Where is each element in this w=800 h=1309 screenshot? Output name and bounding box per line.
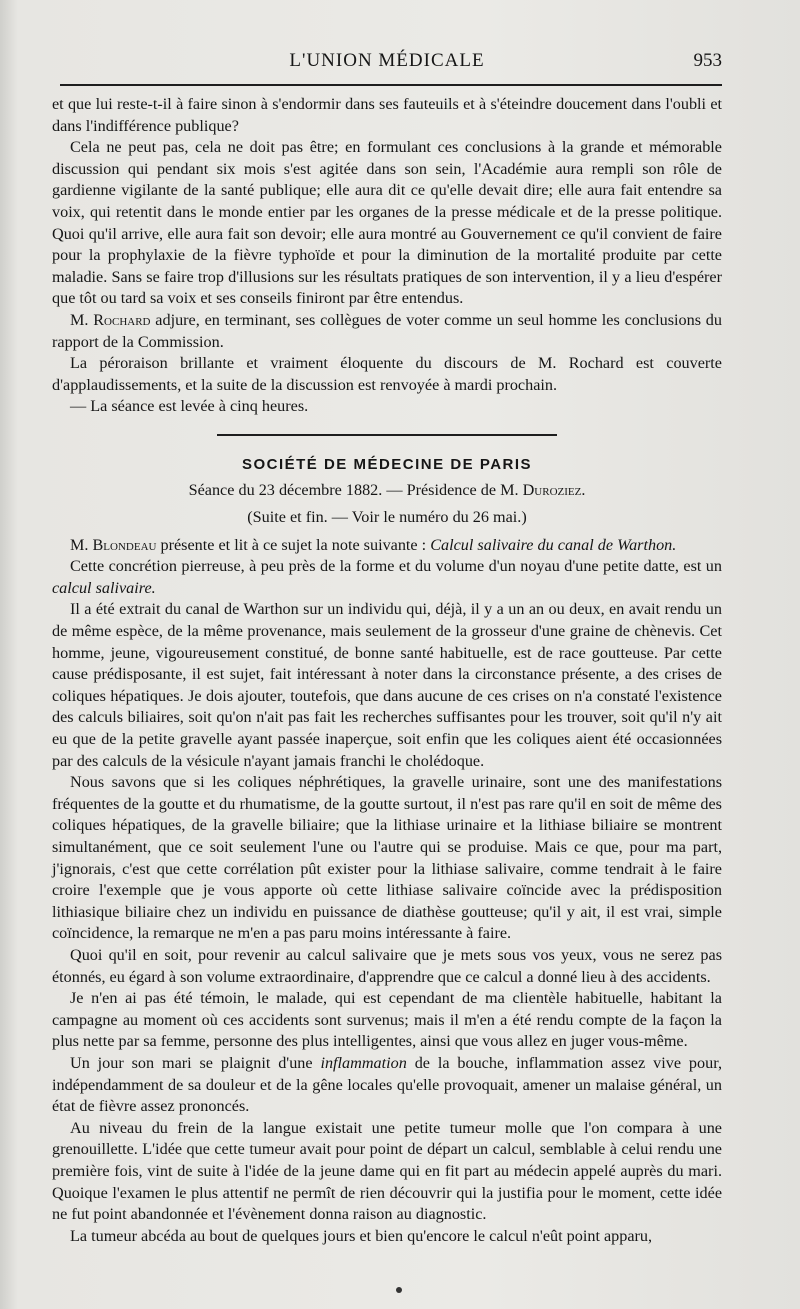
p12-a: Un jour son mari se plaignit d'une	[70, 1053, 321, 1072]
speaker-name: Rochard	[93, 310, 151, 329]
p3-lead: M.	[70, 310, 94, 329]
session-b: .	[581, 480, 586, 499]
paragraph-2: Cela ne peut pas, cela ne doit pas être; en formulant ces conclusions à la grande et mémorable discussion qui pendant six mois s'est agitée dans son sein, l'Académie aura rempli son rôle de gardienne vigilante de la santé publique; elle aura dit ce qu'elle devait dire; elle aura fait entendre sa voix, qui retentit dans le monde entier par les organes de la presse médicale et de la presse politique. Quoi qu'il arrive, elle aura fait son devoir; elle aura montré au Gouvernement ce qu'il convient de faire pour la prophylaxie de la fièvre typhoïde et pour la diminution de la mortalité produite par cette maladie. Sans se faire trop d'illusions sur les résultats pratiques de son intervention, il y a lieu d'espérer que tôt ou tard sa voix et ses conseils finiront par être entendus.	[52, 138, 722, 308]
p6-rest: présente et lit à ce sujet la note suivante :	[156, 535, 431, 554]
paragraph-7	[52, 556, 722, 599]
paragraph-13: Au niveau du frein de la langue existait une petite tumeur molle que l'on compara à une grenouillette. L'idée que cette tumeur avait pour point de départ un calcul, semblable à celui rendu une première fois, vint de suite à l'idée de la jeune dame qui en fit part au médecin appelé auprès du mari. Quoique l'examen le plus attentif ne permît de rien découvrir qui la justifia pour le moment, cette idée ne fut point abandonnée et l'évènement donna raison au diagnostic.	[52, 1118, 722, 1224]
continuation-note: (Suite et fin. — Voir le numéro du 26 mai.)	[247, 508, 527, 527]
president-name: Duroziez	[522, 480, 582, 499]
paragraph-8: Il a été extrait du canal de Warthon sur un individu qui, déjà, il y a un an ou deux, en avait rendu un de même espèce, de la même provenance, mais seulement de la grosseur d'une graine de chènevis. Cet homme, jeune, vigoureusement constitué, de bonne santé habituelle, est de race goutteuse. Par cette cause prédisposante, il est sujet, fait intéressant à noter dans la circonstance présente, a des crises de coliques hépatiques. Je dois ajouter, toutefois, que dans aucune de ces crises on n'a constaté l'existence des calculs biliaires, soit qu'on n'ait pas fait les recherches suffisantes pour les trouver, soit qu'il n'y ait eu que de la petite gravelle ayant passée inaperçue, soit enfin que les coliques aient été occasionnées par des calculs de la vésicule n'ayant jamais franchi le cholédoque.	[52, 600, 722, 770]
note-title: Calcul salivaire du canal de Warthon.	[430, 535, 677, 554]
page-header	[52, 50, 722, 80]
author-name: Blondeau	[92, 535, 157, 554]
paragraph-11: Je n'en ai pas été témoin, le malade, qui est cependant de ma clientèle habituelle, habitant la campagne au moment où ces accidents sont survenus; mais il m'en a été rendu compte de la façon la plus nette par sa femme, personne des plus intelligentes, ainsi que vous allez en juger vous-même.	[52, 989, 722, 1051]
paragraph-6	[52, 535, 722, 557]
paragraph-3	[52, 310, 722, 353]
p12-b: de la bouche, inflammation assez vive pour, indépendamment de sa douleur et de la gêne locales qu'elle provoquait, amener un malaise général, un état de fièvre assez prononcés.	[52, 1053, 722, 1116]
p7-em: calcul salivaire.	[52, 578, 156, 597]
paragraph-10: Quoi qu'il en soit, pour revenir au calcul salivaire que je mets sous vos yeux, vous ne serez pas étonnés, eu égard à son volume extraordinaire, d'apprendre que ce calcul a donné lieu à des accidents.	[52, 945, 722, 986]
paragraph-1: et que lui reste-t-il à faire sinon à s'endormir dans ses fauteuils et à s'éteindre doucement dans l'oubli et dans l'indifférence publique?	[52, 95, 722, 135]
society-heading: SOCIÉTÉ DE MÉDECINE DE PARIS	[241, 455, 533, 473]
paragraph-12	[52, 1053, 722, 1118]
section-separator	[217, 434, 557, 436]
footer-dot	[396, 1287, 402, 1293]
paragraph-14: La tumeur abcéda au bout de quelques jours et bien qu'encore le calcul n'eût point apparu,	[70, 1226, 653, 1245]
running-title: L'UNION MÉDICALE	[289, 50, 485, 71]
session-line	[52, 480, 722, 502]
page-number: 953	[693, 50, 722, 71]
paragraph-4: La péroraison brillante et vraiment éloquente du discours de M. Rochard est couverte d'applaudissements, et la suite de la discussion est renvoyée à mardi prochain.	[52, 354, 722, 394]
p6-lead: M.	[70, 535, 93, 554]
p3-rest: adjure, en terminant, ses collègues de voter comme un seul homme les conclusions du rapport de la Commission.	[52, 310, 722, 351]
article-body	[52, 94, 722, 1247]
paragraph-5: — La séance est levée à cinq heures.	[70, 397, 309, 416]
paragraph-9: Nous savons que si les coliques néphrétiques, la gravelle urinaire, sont une des manifestations fréquentes de la goutte et du rhumatisme, de la goutte surtout, il n'est pas rare qu'il en soit de même des coliques hépatiques, de la gravelle biliaire; que la lithiase urinaire et la lithiase biliaire se montrent simultanément, que ce soit seulement l'une ou l'autre qui se produise. Mais ce que, pour ma part, j'ignorais, c'est que cette corrélation pût exister pour la lithiase salivaire, comme tendrait à le faire croire l'exemple que je vous apporte où cette lithiase salivaire coïncide avec la prédisposition lithiasique biliaire chez un individu en puissance de diathèse goutteuse; qu'il y ait, il est vrai, simple coïncidence, la remarque ne m'en a pas paru moins intéressante à faire.	[52, 773, 722, 943]
p7-a: Cette concrétion pierreuse, à peu près de la forme et du volume d'un noyau d'une petite datte, est un	[70, 557, 722, 576]
p12-em: inflammation	[320, 1053, 407, 1072]
session-a: Séance du 23 décembre 1882. — Présidence de M.	[188, 480, 523, 499]
header-rule	[60, 84, 722, 86]
